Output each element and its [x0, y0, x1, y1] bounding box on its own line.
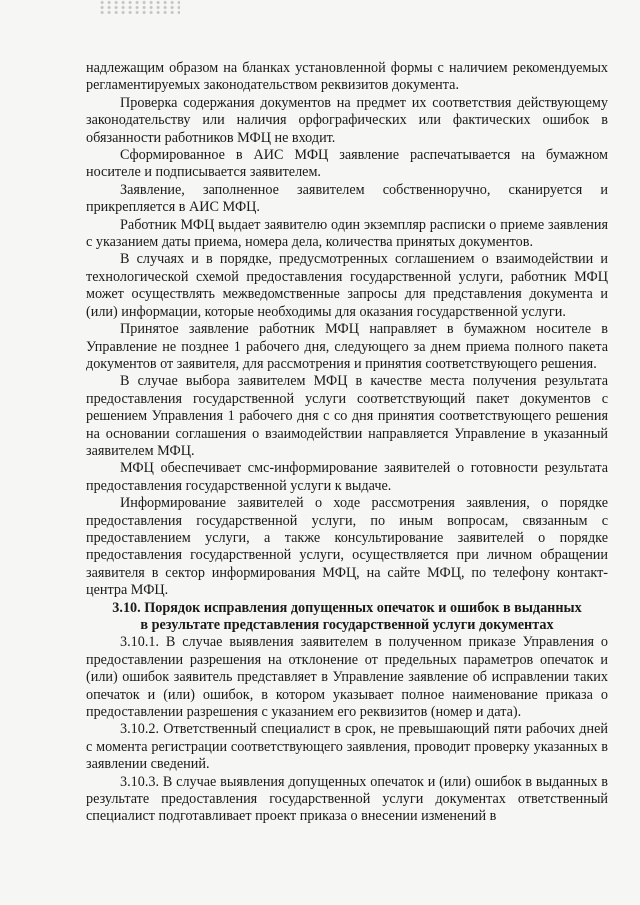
paragraph-10: Информирование заявителей о ходе рассмотрения заявления, о порядке предоставления государственной услуги, по иным вопросам, связанным с предоставлением услуги, а также консультирование заявителей о порядке предоставления государственной услуги, осуществляется при личном обращении заявителя в сектор информирования МФЦ, на сайте МФЦ, по телефону контакт-центра МФЦ.	[86, 495, 608, 599]
paragraph-3: Сформированное в АИС МФЦ заявление распечатывается на бумажном носителе и подписывается заявителем.	[86, 147, 608, 181]
paragraph-2: Проверка содержания документов на предмет их соответствия действующему законодательству или наличия орфографических или фактических ошибок в обязанности работников МФЦ не входит.	[86, 94, 608, 146]
paragraph-6: В случаях и в порядке, предусмотренных соглашением о взаимодействии и технологической схемой предоставления государственной услуги, работник МФЦ может осуществлять межведомственные запросы для представления документа и (или) информации, которые необходимы для оказания государственной услуги.	[86, 251, 608, 320]
section-heading-line-2: в результате представления государственной услуги документах	[140, 617, 554, 633]
paragraph-1: надлежащим образом на бланках установленной формы с наличием рекомендуемых регламентируемых законодательством реквизитов документа.	[86, 60, 608, 94]
paragraph-3-10-2: 3.10.2. Ответственный специалист в срок, не превышающий пяти рабочих дней с момента регистрации соответствующего заявления, проводит проверку указанных в заявлении сведений.	[86, 721, 608, 773]
paragraph-3-10-1: 3.10.1. В случае выявления заявителем в полученном приказе Управления о предоставлении разрешения на отклонение от предельных параметров опечаток и (или) ошибок заявитель представляет в Управление заявление об исправлении таких опечаток и (или) ошибок, в котором указывает полное наименование приказа о предоставлении разрешения с указанием его реквизитов (номер и дата).	[86, 634, 608, 721]
paragraph-9: МФЦ обеспечивает смс-информирование заявителей о готовности результата предоставления государственной услуги к выдаче.	[86, 460, 608, 494]
paragraph-5: Работник МФЦ выдает заявителю один экземпляр расписки о приеме заявления с указанием даты приема, номера дела, количества принятых документов.	[86, 216, 608, 251]
scan-artifact	[100, 0, 180, 14]
document-body	[86, 60, 608, 826]
paragraph-4: Заявление, заполненное заявителем собственноручно, сканируется и прикрепляется в АИС МФЦ.	[86, 181, 608, 216]
paragraph-3-10-3: 3.10.3. В случае выявления допущенных опечаток и (или) ошибок в выданных в результате предоставления государственной услуги документах ответственный специалист подготавливает проект приказа о внесении изменений в	[86, 773, 608, 825]
paragraph-7: Принятое заявление работник МФЦ направляет в бумажном носителе в Управление не позднее 1 рабочего дня, следующего за днем приема полного пакета документов от заявителя, для рассмотрения и принятия соответствующего решения.	[86, 321, 608, 372]
paragraph-8: В случае выбора заявителем МФЦ в качестве места получения результата предоставления государственной услуги соответствующий пакет документов с решением Управления 1 рабочего дня с со дня принятия соответствующего решения на основании соглашения о взаимодействии направляется Управление в указанный заявителем МФЦ.	[86, 373, 608, 459]
section-heading-line-1: 3.10. Порядок исправления допущенных опечаток и ошибок в выданных	[112, 599, 582, 616]
section-heading	[86, 600, 608, 635]
